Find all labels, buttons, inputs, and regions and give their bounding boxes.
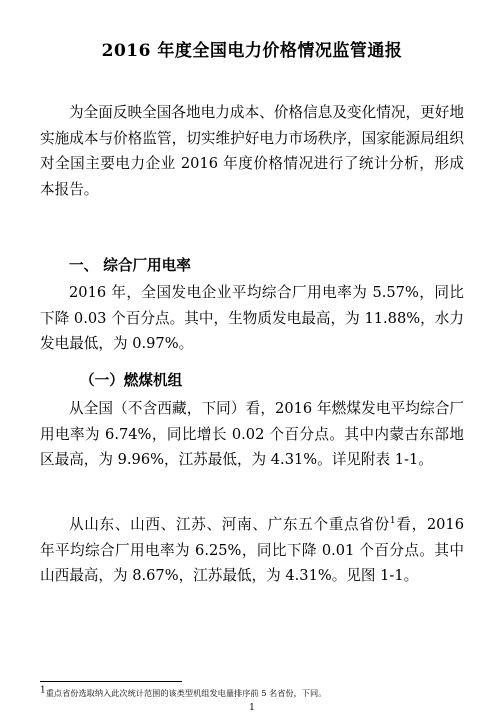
page-number: 1 [249,703,255,713]
coal-paragraph-key-provinces-text-1: 从山东、山西、江苏、河南、广东五个重点省份 [69,516,390,533]
page-title: 2016 年度全国电力价格情况监管通报 [101,41,403,61]
coal-paragraph-national: 从全国（不含西藏，下同）看，2016 年燃煤发电平均综合厂用电率为 6.74%，同比增长 0.02 个百分点。其中内蒙古东部地区最高，为 9.96%，江苏最低，为 4.31%。详见附表 1-1。 [40,400,464,468]
footnote-text: 重点省份选取纳入此次统计范围的该类型机组发电量排序前 5 名省份，下同。 [45,688,327,698]
footnote-divider [40,681,182,682]
section-1-paragraph: 2016 年，全国发电企业平均综合厂用电率为 5.57%，同比下降 0.03 个百分点。其中，生物质发电最高，为 11.88%，水力发电最低，为 0.97%。 [40,284,464,352]
footnote-marker: 1 [40,685,46,696]
subsection-heading-coal: （一）燃煤机组 [80,372,183,389]
coal-paragraph-key-provinces-text-2: 看，2016 年平均综合厂用电率为 6.25%，同比下降 0.01 个百分点。其中山西最高，为 8.67%，江苏最低，为 4.31%。见图 1-1。 [40,516,464,584]
section-heading-1: 一、 综合厂用电率 [69,257,191,274]
intro-paragraph: 为全面反映全国各地电力成本、价格信息及变化情况，更好地实施成本与价格监管，切实维护好电力市场秩序，国家能源局组织对全国主要电力企业 2016 年度价格情况进行了统计分析，形成本报告。 [40,104,464,198]
footnote [40,685,480,699]
coal-paragraph-key-provinces [40,512,464,589]
footnote-reference[interactable]: 1 [389,516,396,527]
